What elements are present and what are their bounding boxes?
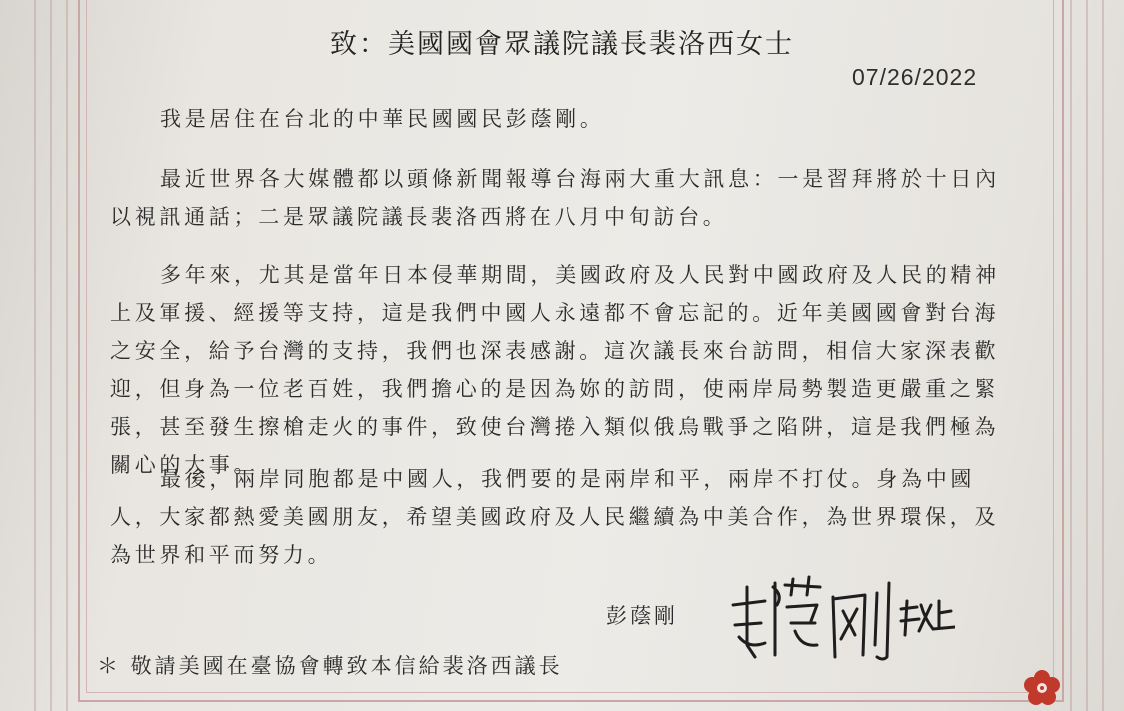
signer-name: 彭蔭剛	[606, 604, 678, 628]
paragraph-intro: 我是居住在台北的中華民國國民彭蔭剛。	[160, 107, 605, 131]
letter-title: 致：美國國會眾議院議長裴洛西女士	[330, 29, 794, 60]
letter-date: 07/26/2022	[852, 64, 978, 90]
forwarding-note: ＊ 敬請美國在臺協會轉致本信給裴洛西議長	[97, 654, 563, 678]
left-decorative-border	[20, 0, 70, 711]
paragraph-closing: 最後，兩岸同胞都是中國人，我們要的是兩岸和平，兩岸不打仗。身為中國人，大家都熱愛美國朋友，希望美國政府及人民繼續為中美合作，為世界環保，及為世界和平而努力。	[110, 467, 1000, 567]
paragraph-history: 多年來，尤其是當年日本侵華期間，美國政府及人民對中國政府及人民的精神上及軍援、經援等支持，這是我們中國人永遠都不會忘記的。近年美國國會對台海之安全，給予台灣的支持，我們也深表感謝。這次議長來台訪問，相信大家深表歡迎，但身為一位老百姓，我們擔心的是因為妳的訪問，使兩岸局勢製造更嚴重之緊張，甚至發生擦槍走火的事件，致使台灣捲入類似俄烏戰爭之陷阱，這是我們極為關心的大事。	[110, 263, 1000, 477]
plum-blossom-icon	[1020, 668, 1064, 708]
paragraph-news: 最近世界各大媒體都以頭條新聞報導台海兩大重大訊息：一是習拜將於十日內以視訊通話；二是眾議院議長裴洛西將在八月中旬訪台。	[110, 167, 1000, 229]
handwritten-signature	[725, 565, 955, 665]
